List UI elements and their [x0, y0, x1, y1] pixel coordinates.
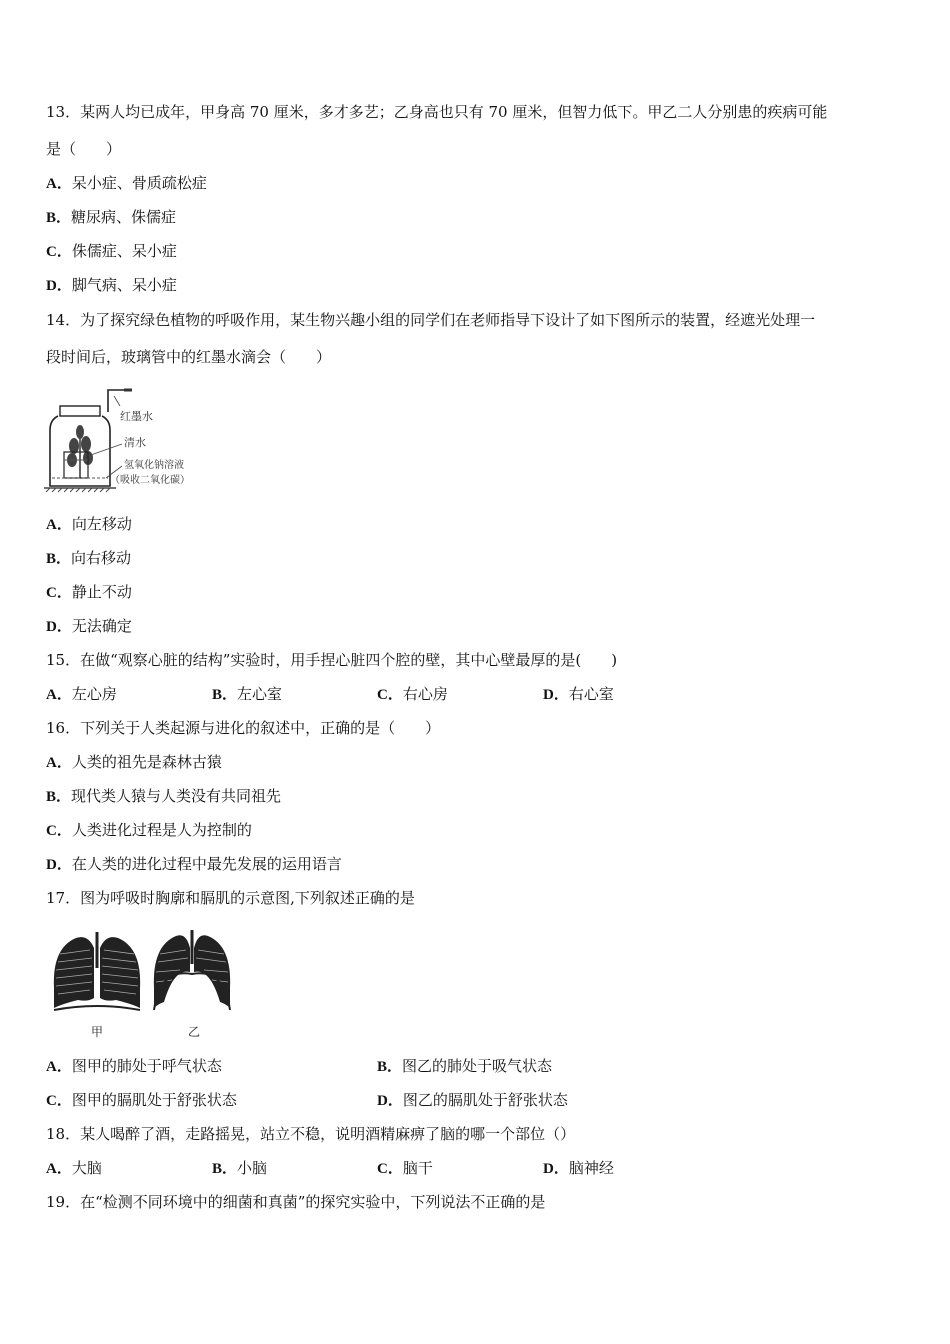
q17-option-a: A．图甲的肺处于呼气状态	[46, 1057, 222, 1075]
q16-option-b: B．现代类人猿与人类没有共同祖先	[46, 787, 282, 805]
q16-option-a: A．人类的祖先是森林古猿	[46, 753, 222, 771]
q15-option-d: D．右心室	[543, 685, 614, 703]
q14-label-water: 清水	[124, 436, 146, 449]
q18-option-b: B．小脑	[212, 1159, 268, 1177]
q14-option-c: C．静止不动	[46, 583, 132, 601]
q17-stem: 17．图为呼吸时胸廓和膈肌的示意图,下列叙述正确的是	[46, 889, 415, 907]
q17-label-yi: 乙	[188, 1025, 201, 1039]
q17-thorax-figure	[48, 928, 234, 1040]
q13-option-c: C．侏儒症、呆小症	[46, 242, 177, 260]
q14-label-naoh: 氢氧化钠溶液	[124, 460, 184, 471]
q13-stem-line1: 13．某两人均已成年，甲身高 70 厘米，多才多艺；乙身高也只有 70 厘米，但智力低下。甲乙二人分别患的疾病可能	[46, 103, 828, 121]
q14-label-red-ink: 红墨水	[120, 410, 153, 423]
q13-stem-line2: 是（ ）	[46, 140, 122, 158]
q14-stem-line2: 段时间后，玻璃管中的红墨水滴会（ ）	[46, 348, 332, 366]
q16-option-c: C．人类进化过程是人为控制的	[46, 821, 252, 839]
q18-option-a: A．大脑	[46, 1159, 102, 1177]
q17-option-b: B．图乙的肺处于吸气状态	[377, 1057, 553, 1075]
q15-stem: 15．在做“观察心脏的结构”实验时，用手捏心脏四个腔的壁，其中心壁最厚的是( )	[46, 651, 618, 669]
q14-stem-line1: 14．为了探究绿色植物的呼吸作用，某生物兴趣小组的同学们在老师指导下设计了如下图所示的装置，经遮光处理一	[46, 311, 816, 329]
q17-label-jia: 甲	[91, 1025, 104, 1039]
q14-label-absorb: （吸收二氧化碳）	[110, 475, 190, 486]
q17-option-c: C．图甲的膈肌处于舒张状态	[46, 1091, 237, 1109]
q14-apparatus-figure	[44, 386, 220, 494]
q18-option-d: D．脑神经	[543, 1159, 614, 1177]
q13-option-a: A．呆小症、骨质疏松症	[46, 174, 207, 192]
q15-option-b: B．左心室	[212, 685, 283, 703]
q13-option-b: B．糖尿病、侏儒症	[46, 208, 177, 226]
q14-option-a: A．向左移动	[46, 515, 132, 533]
q16-option-d: D．在人类的进化过程中最先发展的运用语言	[46, 855, 342, 873]
q14-option-b: B．向右移动	[46, 549, 132, 567]
q17-option-d: D．图乙的膈肌处于舒张状态	[377, 1091, 568, 1109]
q14-option-d: D．无法确定	[46, 617, 132, 635]
q18-option-c: C．脑干	[377, 1159, 433, 1177]
q15-option-c: C．右心房	[377, 685, 448, 703]
thorax-b-illustration	[154, 930, 230, 1010]
q18-stem: 18．某人喝醉了酒，走路摇晃，站立不稳，说明酒精麻痹了脑的哪一个部位（）	[46, 1125, 576, 1143]
q19-stem: 19．在“检测不同环境中的细菌和真菌”的探究实验中，下列说法不正确的是	[46, 1193, 546, 1211]
q16-stem: 16．下列关于人类起源与进化的叙述中，正确的是（ ）	[46, 719, 441, 737]
thorax-a-illustration	[54, 932, 140, 1010]
q13-option-d: D．脚气病、呆小症	[46, 276, 177, 294]
q15-option-a: A．左心房	[46, 685, 117, 703]
